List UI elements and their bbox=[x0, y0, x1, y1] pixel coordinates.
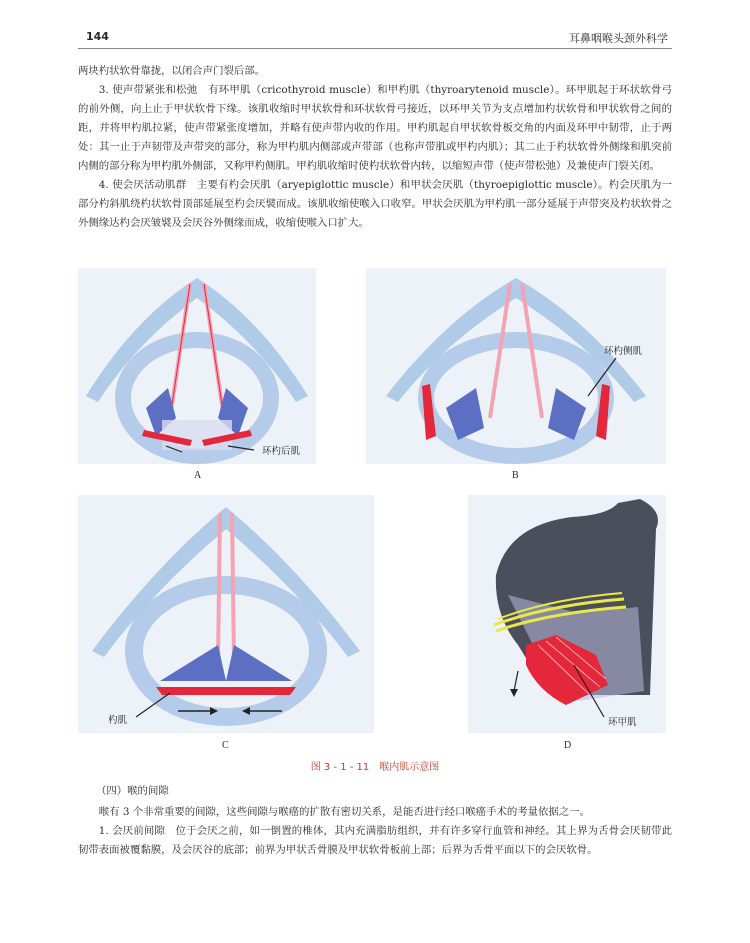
panel-letter: B bbox=[512, 470, 519, 481]
larynx-lateral-diagram-d bbox=[468, 495, 666, 733]
panel-letter: C bbox=[222, 740, 229, 751]
running-title: 耳鼻咽喉头颈外科学 bbox=[569, 32, 668, 45]
paragraph: 4. 使会厌活动肌群 主要有杓会厌肌（aryepiglottic muscle）和甲状会厌肌（thyroepiglottic muscle）。杓会厌肌为一部分杓斜肌绕杓状软骨顶部延展至杓会厌襞而成。该肌收缩使喉入口收窄。甲状会厌肌为甲杓肌一部分延展于声带突及杓状软骨之外侧缘达杓会厌皱襞及会厌谷外侧缘而成，收缩使喉入口扩大。 bbox=[78, 179, 672, 229]
label-c: 杓肌 bbox=[108, 715, 128, 726]
paragraph: 两块杓状软骨靠拢，以闭合声门裂后部。 bbox=[78, 65, 266, 77]
body-text-bottom bbox=[78, 803, 672, 860]
larynx-diagram-b bbox=[366, 268, 666, 464]
page-number: 144 bbox=[86, 30, 109, 43]
label-d: 环甲肌 bbox=[608, 717, 637, 728]
larynx-diagram-a bbox=[78, 268, 316, 464]
figure-panel-b bbox=[366, 268, 666, 464]
panel-letter: D bbox=[564, 740, 572, 751]
figure-panel-d bbox=[468, 495, 666, 733]
figure-panel-c bbox=[78, 495, 374, 733]
paragraph: 3. 使声带紧张和松弛 有环甲肌（cricothyroid muscle）和甲杓肌（thyroarytenoid muscle）。环甲肌起于环状软骨弓的前外侧，向上止于甲状软骨下缘。该肌收缩时甲状软骨和环状软骨弓接近，以环甲关节为支点增加杓状软骨和甲状软骨之间的距，并将甲杓肌拉紧，使声带紧张度增加，并略有使声带内收的作用。甲杓肌起自甲状软骨板交角的内面及环甲中韧带，止于两处：其一止于声韧带及声带突的部分，称为甲杓肌内侧部或声带部（也称声带肌或甲杓内肌）；其二止于杓状软骨外侧缘和肌突前内侧的部分称为甲杓肌外侧部，又称甲杓侧肌。甲杓肌收缩时使杓状软骨内转，以缩短声带（使声带松弛）及兼使声门裂关闭。 bbox=[78, 84, 672, 172]
label-b: 环杓侧肌 bbox=[604, 346, 643, 357]
section-title: （四）喉的间隙 bbox=[96, 785, 169, 797]
label-a: 环杓后肌 bbox=[262, 446, 301, 457]
figure-caption: 图 3 - 1 - 11 喉内肌示意图 bbox=[310, 762, 440, 773]
paragraph: 1. 会厌前间隙 位于会厌之前，如一倒置的椎体，其内充满脂肪组织，并有许多穿行血管和神经。其上界为舌骨会厌韧带此韧带表面被覆黏膜，及会厌谷的底部；前界为甲状舌骨膜及甲状软骨板前上部；后界为舌骨平面以下的会厌软骨。 bbox=[78, 825, 672, 856]
figure-panel-a bbox=[78, 268, 316, 464]
larynx-diagram-c bbox=[78, 495, 374, 733]
body-text-top bbox=[78, 62, 672, 233]
panel-letter: A bbox=[194, 470, 202, 481]
paragraph: 喉有 3 个非常重要的间隙，这些间隙与喉癌的扩散有密切关系，是能否进行经口喉癌手术的考量依据之一。 bbox=[98, 806, 590, 818]
page-header bbox=[78, 30, 672, 49]
